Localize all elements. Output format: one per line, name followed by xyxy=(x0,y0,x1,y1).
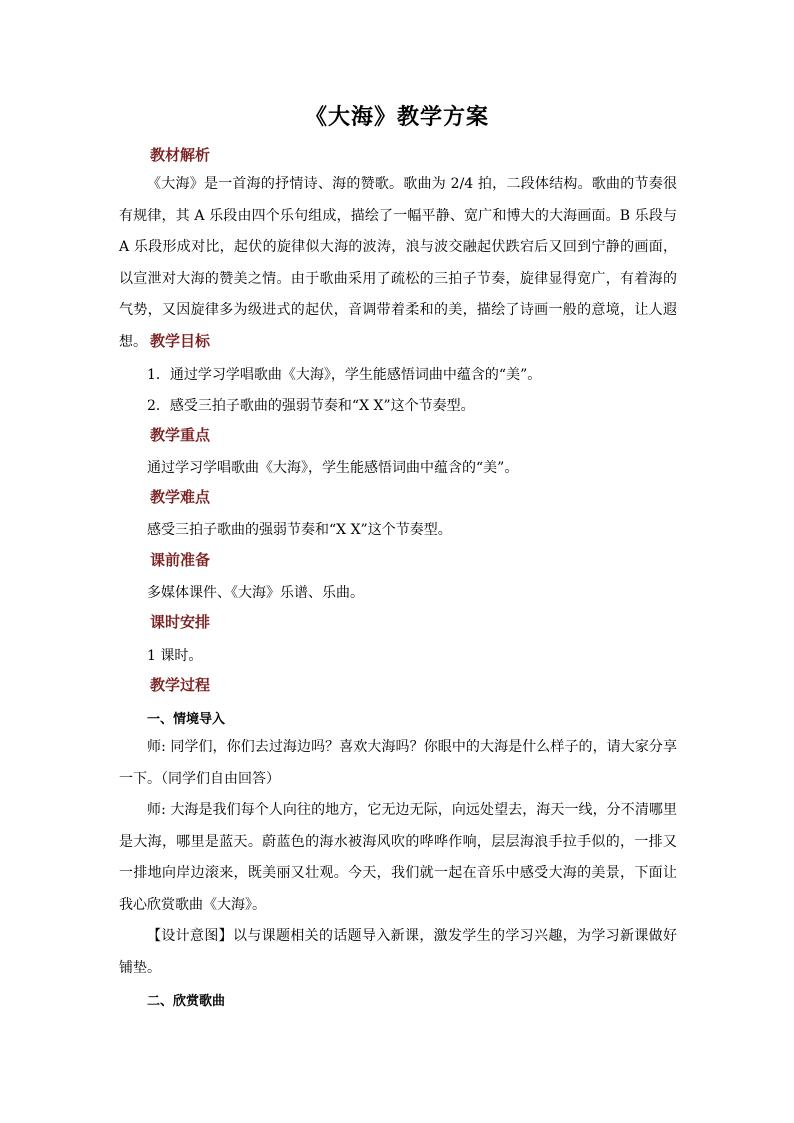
preparation-text: 多媒体课件、《大海》乐谱、乐曲。 xyxy=(147,585,364,601)
heading-analysis: 教材解析 xyxy=(150,146,211,164)
intro-paragraph-2: 师: 大海是我们每个人向往的地方，它无边无际，向远处望去，海天一线，分不清哪里是大海，哪里是蓝天。蔚蓝色的海水被海风吹的哗哗作响，层层海浪手拉手似的，一排又一排地向岸边滚来，既美丽又壮观。今天，我们就一起在音乐中感受大海的美景，下面让我心欣赏歌曲《大海》。 xyxy=(119,802,677,913)
design-intent-paragraph: 【设计意图】以与课题相关的话题导入新课，激发学生的学习兴趣，为学习新课做好铺垫。 xyxy=(119,928,677,976)
analysis-paragraph: 《大海》是一首海的抒情诗、海的赞歌。歌曲为 2/4 拍，二段体结构。歌曲的节奏很有规律，其 A 乐段由四个乐句组成，描绘了一幅平静、宽广和博大的大海画面。B 乐段与 A 乐段形成对比，起伏的旋律似大海的波涛，浪与波交融起伏跌宕后又回到宁静的画面，以宣泄对大海的赞美之情。由于歌曲采用了疏松的三拍子节奏，旋律显得宽广，有着海的气势，又因旋律多为级进式的起伏，音调带着柔和的美，描绘了诗画一般的意境，让人遐想。 xyxy=(119,176,677,350)
subheading-appreciate-song: 二、欣赏歌曲 xyxy=(147,994,226,1009)
intro-paragraph-1: 师: 同学们，你们去过海边吗？喜欢大海吗？你眼中的大海是什么样子的，请大家分享一下。（同学们自由回答） xyxy=(119,739,677,787)
heading-schedule: 课时安排 xyxy=(150,613,211,631)
document-title: 《大海》教学方案 xyxy=(304,105,489,130)
heading-preparation: 课前准备 xyxy=(150,551,211,569)
heading-goals: 教学目标 xyxy=(150,332,211,350)
goal-item-1: 1．通过学习学唱歌曲《大海》，学生能感悟词曲中蕴含的“美”。 xyxy=(147,367,542,383)
difficulty-text: 感受三拍子歌曲的强弱节奏和“X X”这个节奏型。 xyxy=(147,522,452,538)
goal-item-2: 2．感受三拍子歌曲的强弱节奏和“X X”这个节奏型。 xyxy=(147,398,475,414)
heading-difficulty: 教学难点 xyxy=(150,488,211,506)
heading-process: 教学过程 xyxy=(150,676,211,694)
subheading-scene-intro: 一、情境导入 xyxy=(147,712,226,727)
key-point-text: 通过学习学唱歌曲《大海》，学生能感悟词曲中蕴含的“美”。 xyxy=(147,460,519,476)
heading-key-point: 教学重点 xyxy=(150,426,211,444)
schedule-text: 1 课时。 xyxy=(147,648,203,664)
